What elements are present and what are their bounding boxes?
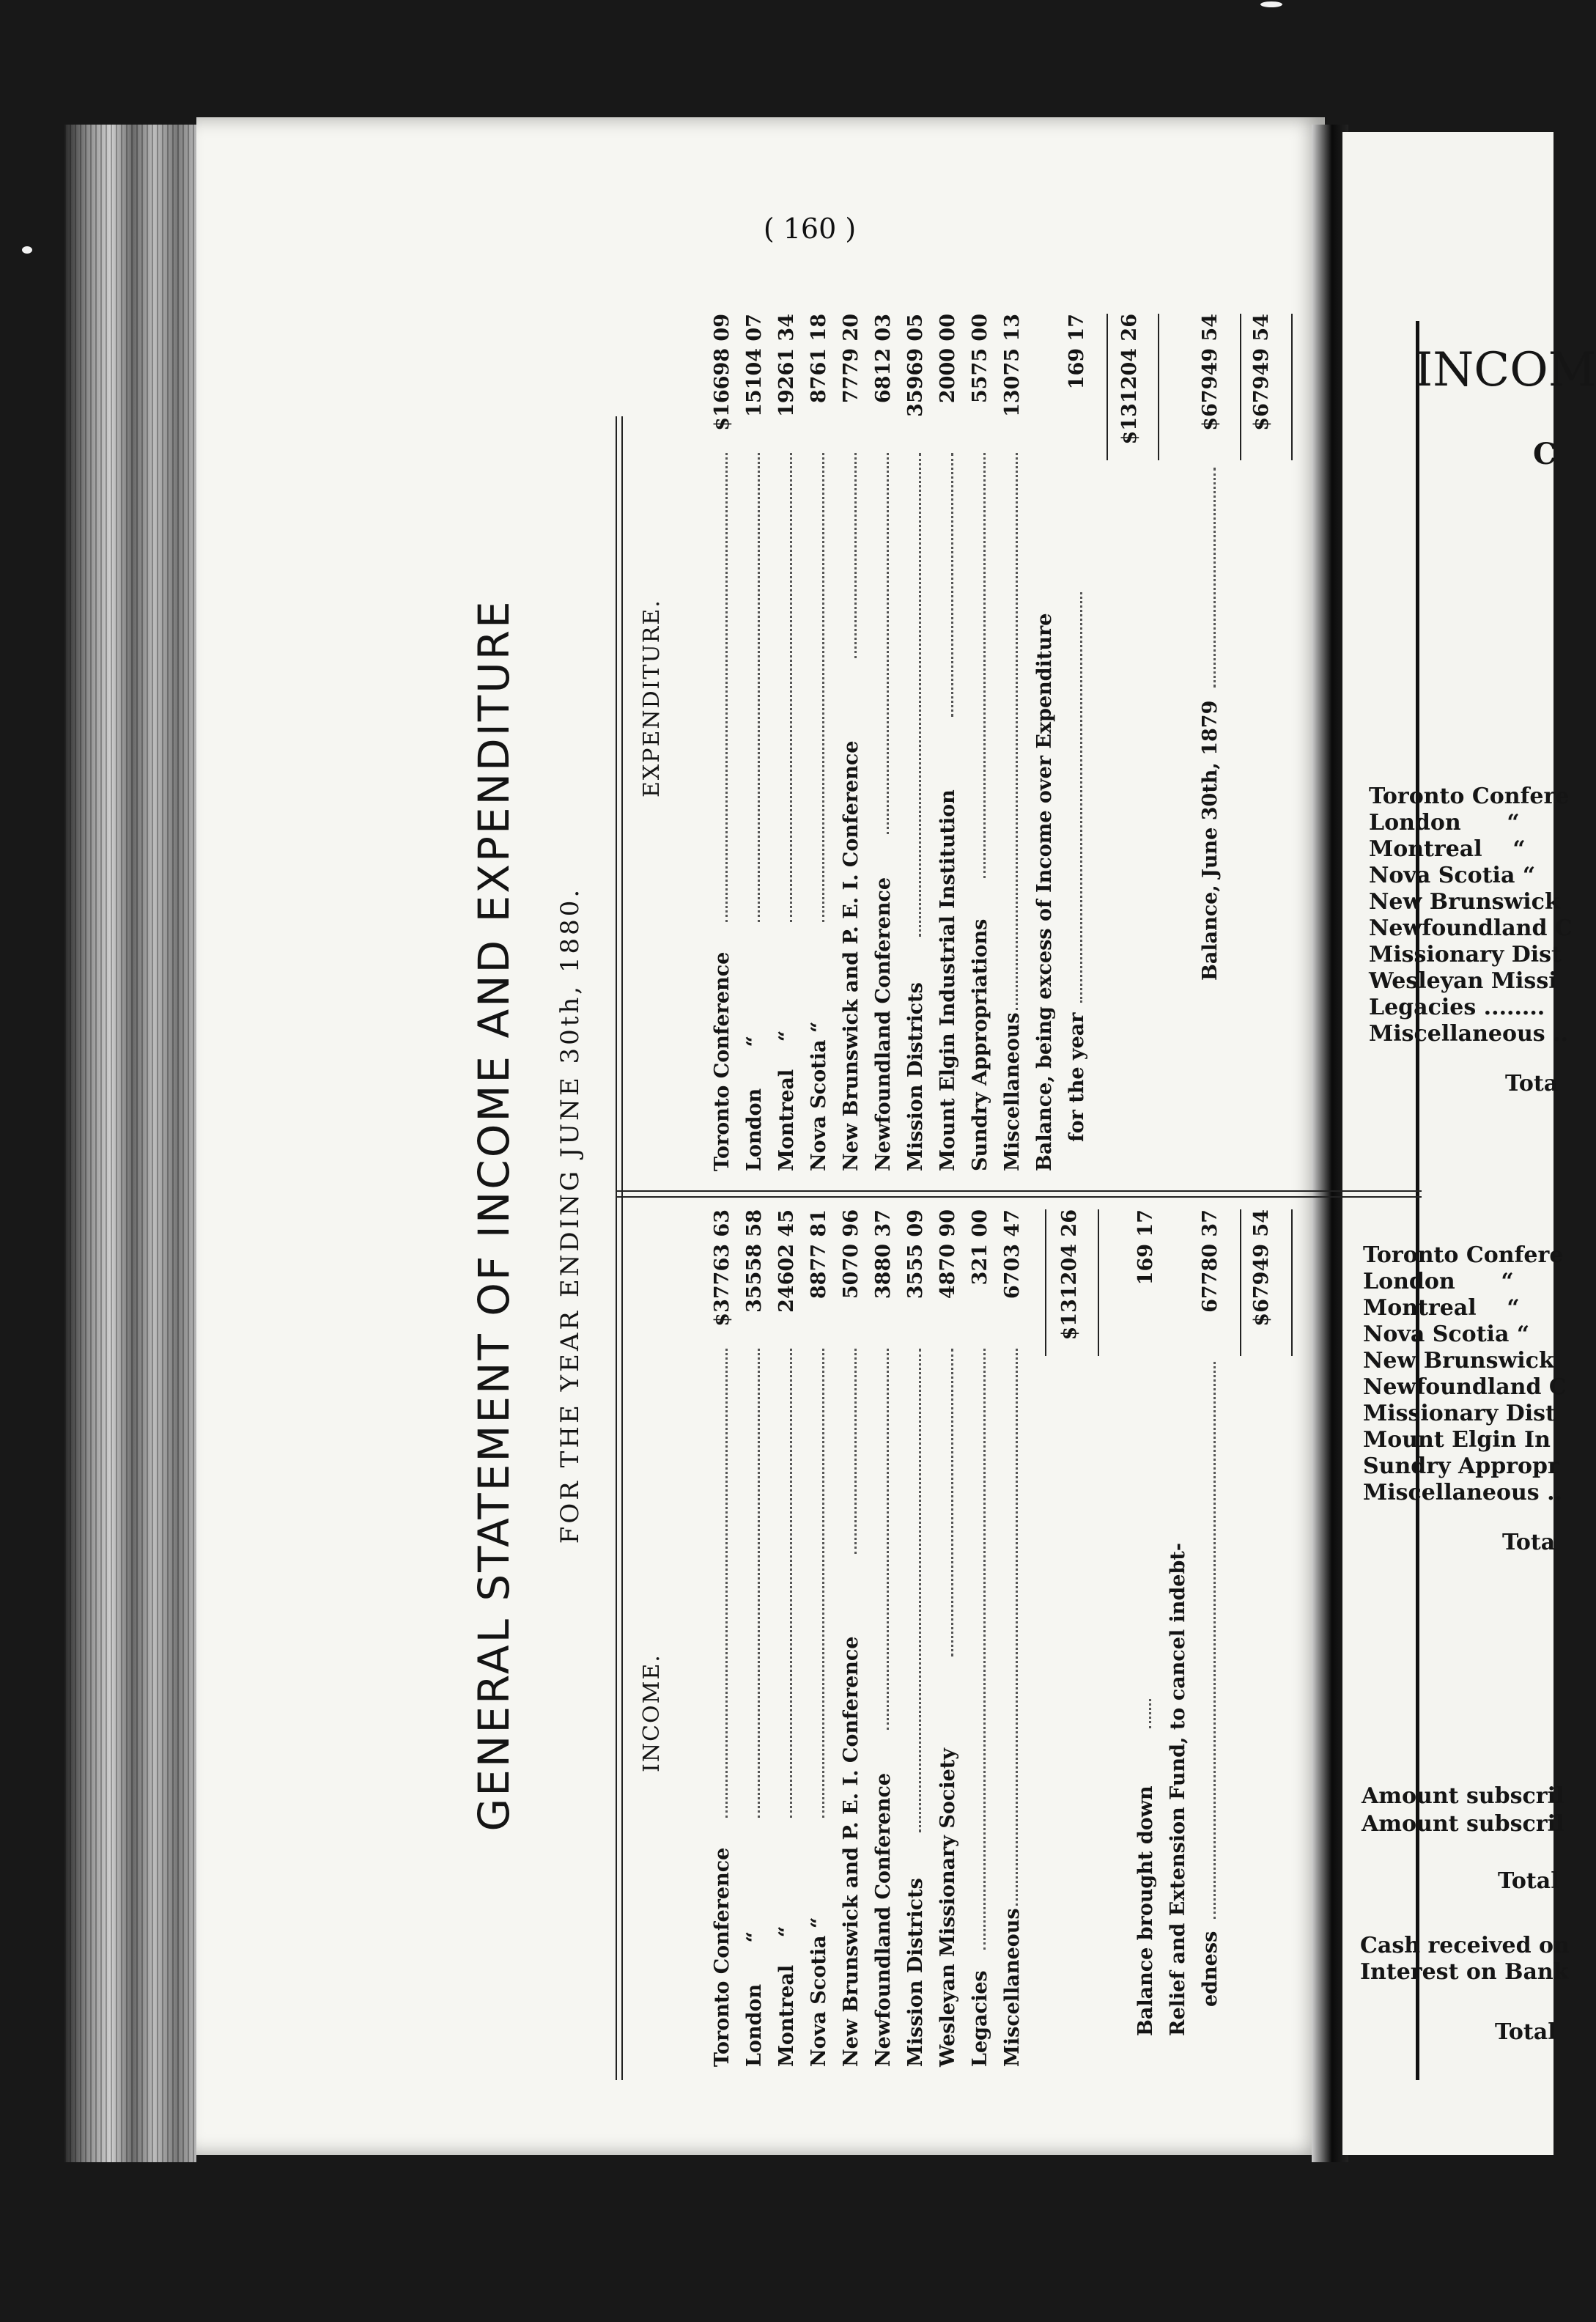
expenditure-subtotal: $131204 26	[1118, 314, 1141, 445]
right-page-line: Wesleyan Missi	[1369, 968, 1557, 994]
leader-dots	[778, 453, 792, 922]
right-page-line: Amount subscril	[1362, 1811, 1564, 1837]
income-amount: 8877 81	[808, 1209, 830, 1300]
income-label: Toronto Conference	[711, 1847, 734, 2067]
right-page-line: Miscellaneous ..	[1363, 1480, 1563, 1505]
leader-dots	[1137, 1699, 1151, 1728]
right-page-line: Interest on Bank	[1360, 1959, 1569, 1985]
right-page-line: Amount subscril	[1362, 1783, 1564, 1809]
total-rule	[1291, 314, 1293, 460]
income-row	[1199, 1209, 1222, 2007]
income-amount: $37763 63	[711, 1209, 734, 1327]
right-page-line: London “	[1363, 1269, 1514, 1294]
expenditure-row	[872, 314, 895, 1171]
income-row	[743, 1209, 766, 2067]
expenditure-label: Sundry Appropriations	[969, 918, 991, 1171]
header-rule	[621, 416, 623, 2080]
balance-excess-label: Balance, being excess of Income over Expenditure	[1033, 613, 1056, 1171]
right-page-line: Nova Scotia “	[1369, 863, 1536, 888]
income-row	[1134, 1209, 1157, 2036]
income-row	[969, 1209, 991, 2067]
leader-dots	[778, 1349, 792, 1818]
right-page-line: Nova Scotia “	[1363, 1322, 1530, 1347]
book-edge	[64, 125, 196, 2162]
right-page-line: Miscellaneous ..	[1369, 1021, 1569, 1047]
leader-dots	[972, 453, 986, 878]
expenditure-row	[1199, 314, 1222, 981]
income-total-row	[1250, 1209, 1273, 2067]
income-amount: 3880 37	[872, 1209, 895, 1300]
leader-dots	[714, 453, 728, 922]
expenditure-label: London “	[743, 1035, 766, 1171]
expenditure-amount: 2000 00	[936, 314, 959, 404]
leader-dots	[714, 1349, 728, 1818]
income-label: London “	[743, 1931, 766, 2067]
right-page-line: Mount Elgin In	[1363, 1427, 1551, 1453]
right-page-line: Missionary Dist	[1363, 1401, 1556, 1426]
income-row	[872, 1209, 895, 2067]
expenditure-label: New Brunswick and P. E. I. Conference	[840, 740, 862, 1171]
income-amount: 24602 45	[775, 1209, 798, 1313]
leader-dots	[746, 1349, 760, 1818]
expenditure-row	[743, 314, 766, 1171]
expenditure-row	[1001, 314, 1024, 1171]
right-page-line: Newfoundland C	[1363, 1374, 1567, 1400]
header-rule	[616, 416, 617, 2080]
expenditure-total: $67949 54	[1250, 314, 1273, 431]
income-label: Montreal “	[775, 1925, 798, 2067]
income-label: Wesleyan Missionary Society	[936, 1748, 959, 2067]
relief-amount: 67780 37	[1199, 1209, 1222, 1313]
expenditure-subtotal-row	[1118, 314, 1141, 1171]
expenditure-row	[969, 314, 991, 1171]
leader-dots	[1202, 1362, 1216, 1919]
balance-brought-down-amount: 169 17	[1134, 1209, 1157, 1286]
expenditure-amount: 35969 05	[904, 314, 927, 417]
expenditure-row	[711, 314, 734, 1171]
leader-dots	[1202, 468, 1216, 688]
right-page-line: Newfoundland C	[1369, 915, 1573, 941]
income-row	[1167, 1209, 1189, 2036]
income-total: $67949 54	[1250, 1209, 1273, 1327]
right-page-total: Tota	[1502, 1530, 1556, 1555]
column-divider	[616, 1196, 1422, 1198]
income-label: New Brunswick and P. E. I. Conference	[840, 1636, 862, 2067]
total-rule	[1240, 314, 1241, 460]
expenditure-row	[1065, 314, 1088, 1142]
right-page-title: INCOM	[1414, 343, 1596, 397]
right-page-line: Montreal “	[1369, 836, 1526, 862]
income-label: Legacies	[969, 1970, 991, 2067]
expenditure-amount: 6812 03	[872, 314, 895, 404]
balance-june-amount: $67949 54	[1199, 314, 1222, 431]
expenditure-amount: 19261 34	[775, 314, 798, 417]
leader-dots	[939, 453, 953, 717]
film-speck	[1260, 1, 1282, 7]
right-page-line: New Brunswick	[1363, 1348, 1554, 1374]
income-amount: 6703 47	[1001, 1209, 1024, 1300]
expenditure-row	[810, 314, 828, 1171]
expenditure-amount: 15104 07	[743, 314, 766, 417]
leader-dots	[1068, 592, 1082, 1003]
relief-label: Relief and Extension Fund, to cancel indebt-	[1167, 1542, 1189, 2036]
right-page-line: London “	[1369, 810, 1520, 836]
leader-dots	[1004, 453, 1018, 1010]
leader-dots	[972, 1349, 986, 1950]
right-page-line: Sundry Appropr	[1363, 1453, 1559, 1479]
expenditure-amount: $16698 09	[711, 314, 734, 431]
right-page-line: Legacies ........	[1369, 995, 1545, 1020]
right-page-line: Montreal “	[1363, 1295, 1520, 1321]
leader-dots	[875, 1349, 889, 1730]
total-rule	[1291, 1209, 1293, 1356]
leader-dots	[843, 1349, 857, 1554]
income-row	[936, 1209, 959, 2067]
right-page-line: Cash received on	[1360, 1933, 1570, 1958]
statement-title: GENERAL STATEMENT OF INCOME AND EXPENDITURE	[469, 599, 519, 1832]
expenditure-label: Newfoundland Conference	[872, 877, 895, 1171]
expenditure-amount: 8761 18	[808, 314, 830, 404]
expenditure-label: Toronto Conference	[711, 951, 734, 1171]
subtotal-rule	[1045, 1209, 1046, 1356]
income-label: Mission Districts	[904, 1878, 927, 2067]
income-label: Miscellaneous	[1001, 1908, 1024, 2067]
right-page-line: New Brunswick	[1369, 889, 1560, 915]
expenditure-amount: 5575 00	[969, 314, 991, 404]
expenditure-label: Mission Districts	[904, 982, 927, 1171]
balance-brought-down-label: Balance brought down	[1134, 1785, 1157, 2036]
income-amount: 5070 96	[840, 1209, 862, 1300]
income-amount: 35558 58	[743, 1209, 766, 1313]
subtotal-rule	[1098, 1209, 1099, 1356]
leader-dots	[875, 453, 889, 834]
statement-subtitle: FOR THE YEAR ENDING JUNE 30th, 1880.	[555, 886, 585, 1544]
right-page-line: Missionary Dist	[1369, 942, 1562, 968]
expenditure-row	[840, 314, 862, 1171]
income-heading: INCOME.	[639, 1654, 665, 1772]
expenditure-total-row	[1250, 314, 1273, 1171]
income-row	[840, 1209, 862, 2067]
relief-label-cont: edness	[1199, 1931, 1222, 2007]
income-amount: 3555 09	[904, 1209, 927, 1300]
income-subtotal-row	[1058, 1209, 1081, 2067]
total-rule	[1240, 1209, 1241, 1356]
expenditure-amount: 7779 20	[840, 314, 862, 404]
subtotal-rule	[1107, 314, 1108, 460]
right-page-total: Tota	[1505, 1071, 1559, 1096]
income-row	[810, 1209, 828, 2067]
expenditure-row	[904, 314, 927, 1171]
leader-dots	[746, 453, 760, 922]
leader-dots	[1004, 1349, 1018, 1906]
expenditure-row	[1033, 314, 1056, 1171]
income-subtotal: $131204 26	[1058, 1209, 1081, 1341]
income-row	[1001, 1209, 1024, 2067]
balance-excess-label-cont: for the year	[1065, 1012, 1088, 1142]
income-row	[904, 1209, 927, 2067]
income-amount: 4870 90	[936, 1209, 959, 1300]
expenditure-label: Nova Scotia “	[808, 1021, 830, 1171]
film-speck	[22, 246, 32, 254]
balance-excess-amount: 169 17	[1065, 314, 1088, 390]
income-row	[711, 1209, 734, 2067]
page-edges	[64, 125, 196, 2162]
leader-dots	[907, 453, 921, 937]
leader-dots	[810, 1349, 824, 1818]
right-page-total: Total	[1495, 2019, 1556, 2045]
right-page-total: Total	[1498, 1868, 1559, 1894]
expenditure-row	[936, 314, 959, 1171]
expenditure-heading: EXPENDITURE.	[639, 599, 665, 797]
leader-dots	[810, 453, 824, 922]
expenditure-label: Miscellaneous	[1001, 1012, 1024, 1171]
right-page-line: Toronto Confere	[1369, 784, 1570, 809]
income-row	[775, 1209, 798, 2067]
income-label: Nova Scotia “	[808, 1917, 830, 2067]
leader-dots	[939, 1349, 953, 1656]
leader-dots	[907, 1349, 921, 1832]
balance-june-label: Balance, June 30th, 1879	[1199, 700, 1222, 981]
statement-table	[469, 204, 1539, 2227]
expenditure-amount: 13075 13	[1001, 314, 1024, 417]
right-page-subtitle: C	[1533, 437, 1556, 471]
expenditure-label: Montreal “	[775, 1030, 798, 1171]
expenditure-label: Mount Elgin Industrial Institution	[936, 789, 959, 1171]
income-amount: 321 00	[969, 1209, 991, 1286]
income-label: Newfoundland Conference	[872, 1772, 895, 2067]
expenditure-row	[775, 314, 798, 1171]
page-number: ( 160 )	[763, 213, 857, 245]
leader-dots	[843, 453, 857, 658]
subtotal-rule	[1158, 314, 1159, 460]
column-divider	[616, 1190, 1422, 1192]
right-page-line: Toronto Confere	[1363, 1242, 1564, 1268]
